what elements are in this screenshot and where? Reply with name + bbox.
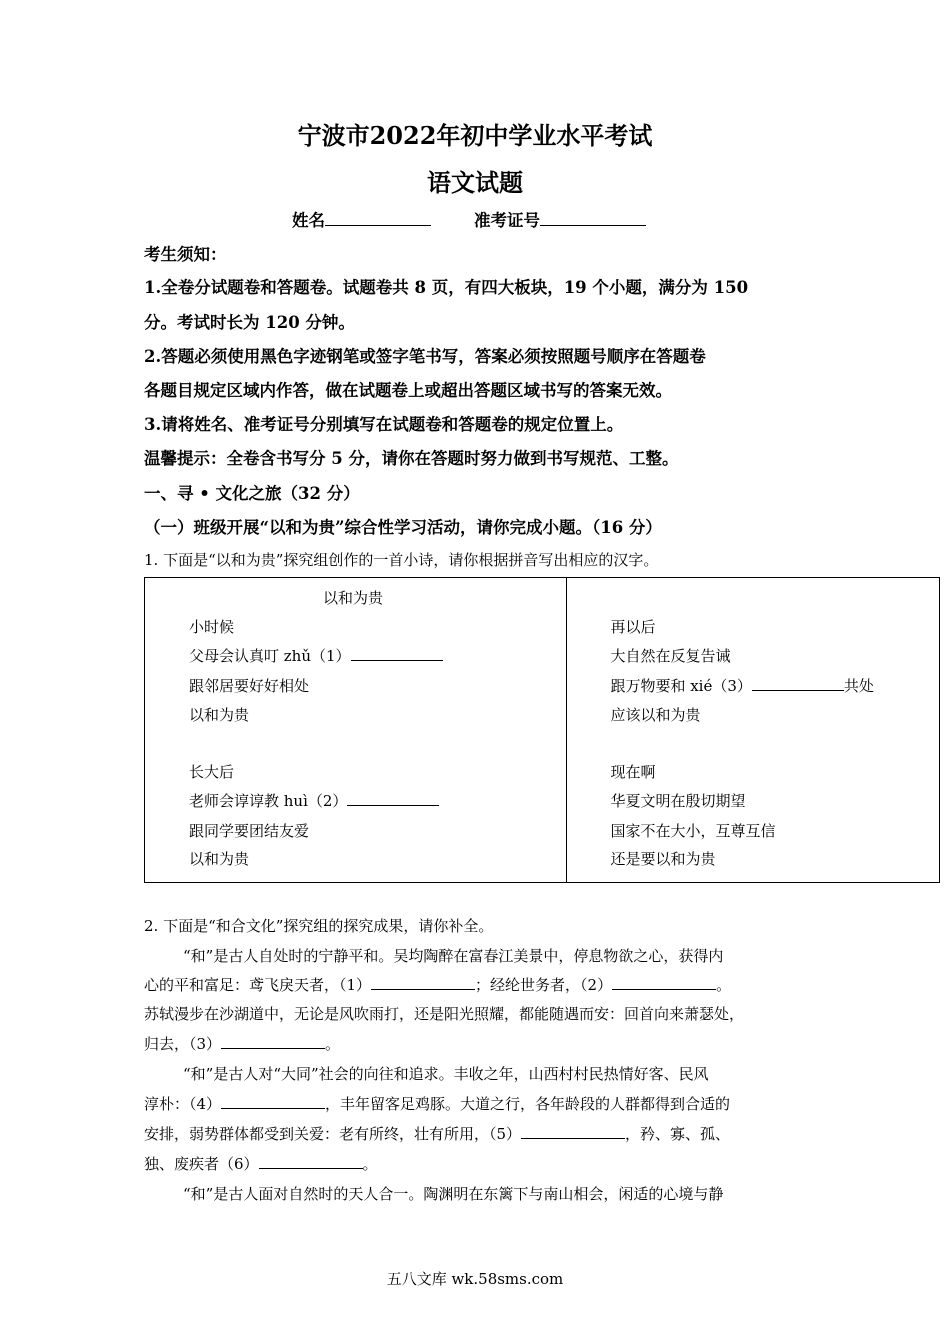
poem-line-blank-2 [189, 790, 439, 811]
poem-line: 还是要以和为贵 [610, 850, 716, 868]
section-1-heading: 一、寻 • 文化之旅（32 分） [144, 484, 360, 503]
poem-line-text: 跟万物要和 xié（3） [610, 677, 752, 695]
poem-line: 现在啊 [610, 763, 656, 781]
exam-id-field [474, 207, 646, 231]
paragraph-text: 心的平和富足：鸢飞戾天者，（1） [144, 976, 372, 994]
paragraph-line [144, 974, 731, 995]
notice-item-1-line-2: 分。考试时长为 120 分钟。 [144, 313, 355, 332]
answer-blank-1[interactable] [351, 646, 443, 661]
poem-line: 以和为贵 [189, 706, 250, 724]
poem-line: 国家不在大小，互尊互信 [610, 822, 776, 840]
poem-line-text: 父母会认真叮 zhǔ（1） [189, 647, 351, 665]
paragraph-text: 独、废疾者（6） [144, 1155, 259, 1173]
poem-line-text: 老师会谆谆教 huì（2） [189, 792, 348, 810]
poem-right-column [567, 578, 940, 883]
notice-tip: 温馨提示：全卷含书写分 5 分，请你在答题时努力做到书写规范、工整。 [144, 449, 679, 468]
paragraph-text: ，矜、寡、孤、 [625, 1125, 731, 1143]
exam-title: 宁波市2022年初中学业水平考试 [297, 121, 653, 150]
exam-subtitle: 语文试题 [427, 168, 523, 197]
paragraph-text: 。 [362, 1155, 378, 1173]
poem-line: 小时候 [189, 618, 235, 636]
poem-line-text: 共处 [843, 677, 874, 695]
paragraph-text: ；经纶世务者，（2） [475, 976, 613, 994]
name-blank[interactable] [325, 211, 431, 226]
paragraph-line: “和”是古人自处时的宁静平和。吴均陶醉在富春江美景中，停息物欲之心，获得内 [183, 947, 724, 965]
poem-title: 以和为贵 [323, 589, 384, 607]
notice-item-1-line-1: 1.全卷分试题卷和答题卷。试题卷共 8 页，有四大板块，19 个小题，满分为 150 [144, 278, 749, 297]
fill-blank-5[interactable] [521, 1124, 625, 1139]
paragraph-line: “和”是古人对“大同”社会的向往和追求。丰收之年，山西村村民热情好客、民风 [183, 1065, 709, 1083]
paragraph-line [144, 1123, 730, 1144]
paragraph-text: ，丰年留客足鸡豚。大道之行，各年龄段的人群都得到合适的 [325, 1095, 731, 1113]
paragraph-line [144, 1033, 340, 1054]
question-2-prompt: 2. 下面是“和合文化”探究组的探究成果，请你补全。 [144, 917, 494, 935]
paragraph-line: “和”是古人面对自然时的天人合一。陶渊明在东篱下与南山相会，闲适的心境与静 [183, 1185, 724, 1203]
paragraph-line [144, 1093, 730, 1114]
paragraph-text: 淳朴：（4） [144, 1095, 222, 1113]
poem-table [144, 577, 940, 883]
name-label: 姓名 [292, 211, 325, 230]
exam-id-label: 准考证号 [474, 211, 540, 230]
answer-blank-3[interactable] [752, 676, 844, 691]
fill-blank-6[interactable] [259, 1154, 363, 1169]
paragraph-line [144, 1153, 378, 1174]
paragraph-text: 安排，弱势群体都受到关爱：老有所终，壮有所用，（5） [144, 1125, 522, 1143]
answer-blank-2[interactable] [347, 791, 439, 806]
paragraph-line: 苏轼漫步在沙湖道中，无论是风吹雨打，还是阳光照耀，都能随遇而安：回首向来萧瑟处， [144, 1005, 745, 1023]
name-field [292, 207, 431, 231]
question-1-prompt: 1. 下面是“以和为贵”探究组创作的一首小诗，请你根据拼音写出相应的汉字。 [144, 551, 659, 569]
section-1-sub-heading: （一）班级开展“以和为贵”综合性学习活动，请你完成小题。（16 分） [144, 518, 662, 537]
poem-line: 再以后 [610, 618, 656, 636]
paragraph-text: 归去，（3） [144, 1035, 222, 1053]
poem-left-column [145, 578, 567, 883]
poem-line-blank-3 [610, 675, 873, 696]
poem-line: 跟邻居要好好相处 [189, 677, 310, 695]
notice-item-2-line-1: 2.答题必须使用黑色字迹钢笔或签字笔书写，答案必须按照题号顺序在答题卷 [144, 347, 706, 366]
poem-line: 应该以和为贵 [610, 706, 701, 724]
poem-line: 华夏文明在殷切期望 [610, 792, 746, 810]
fill-blank-4[interactable] [221, 1094, 325, 1109]
notice-heading: 考生须知： [144, 245, 227, 264]
poem-line: 以和为贵 [189, 850, 250, 868]
fill-blank-3[interactable] [221, 1034, 325, 1049]
poem-line: 大自然在反复告诫 [610, 647, 731, 665]
paragraph-text: 。 [325, 1035, 341, 1053]
footer-watermark: 五八文库 wk.58sms.com [386, 1270, 564, 1288]
notice-item-3: 3.请将姓名、准考证号分别填写在试题卷和答题卷的规定位置上。 [144, 415, 624, 434]
fill-blank-2[interactable] [612, 975, 716, 990]
notice-item-2-line-2: 各题目规定区域内作答，做在试题卷上或超出答题区域书写的答案无效。 [144, 381, 672, 400]
paragraph-text: 。 [716, 976, 732, 994]
poem-line: 跟同学要团结友爱 [189, 822, 310, 840]
exam-id-blank[interactable] [540, 211, 646, 226]
fill-blank-1[interactable] [371, 975, 475, 990]
poem-line: 长大后 [189, 763, 235, 781]
poem-line-blank-1 [189, 645, 443, 666]
